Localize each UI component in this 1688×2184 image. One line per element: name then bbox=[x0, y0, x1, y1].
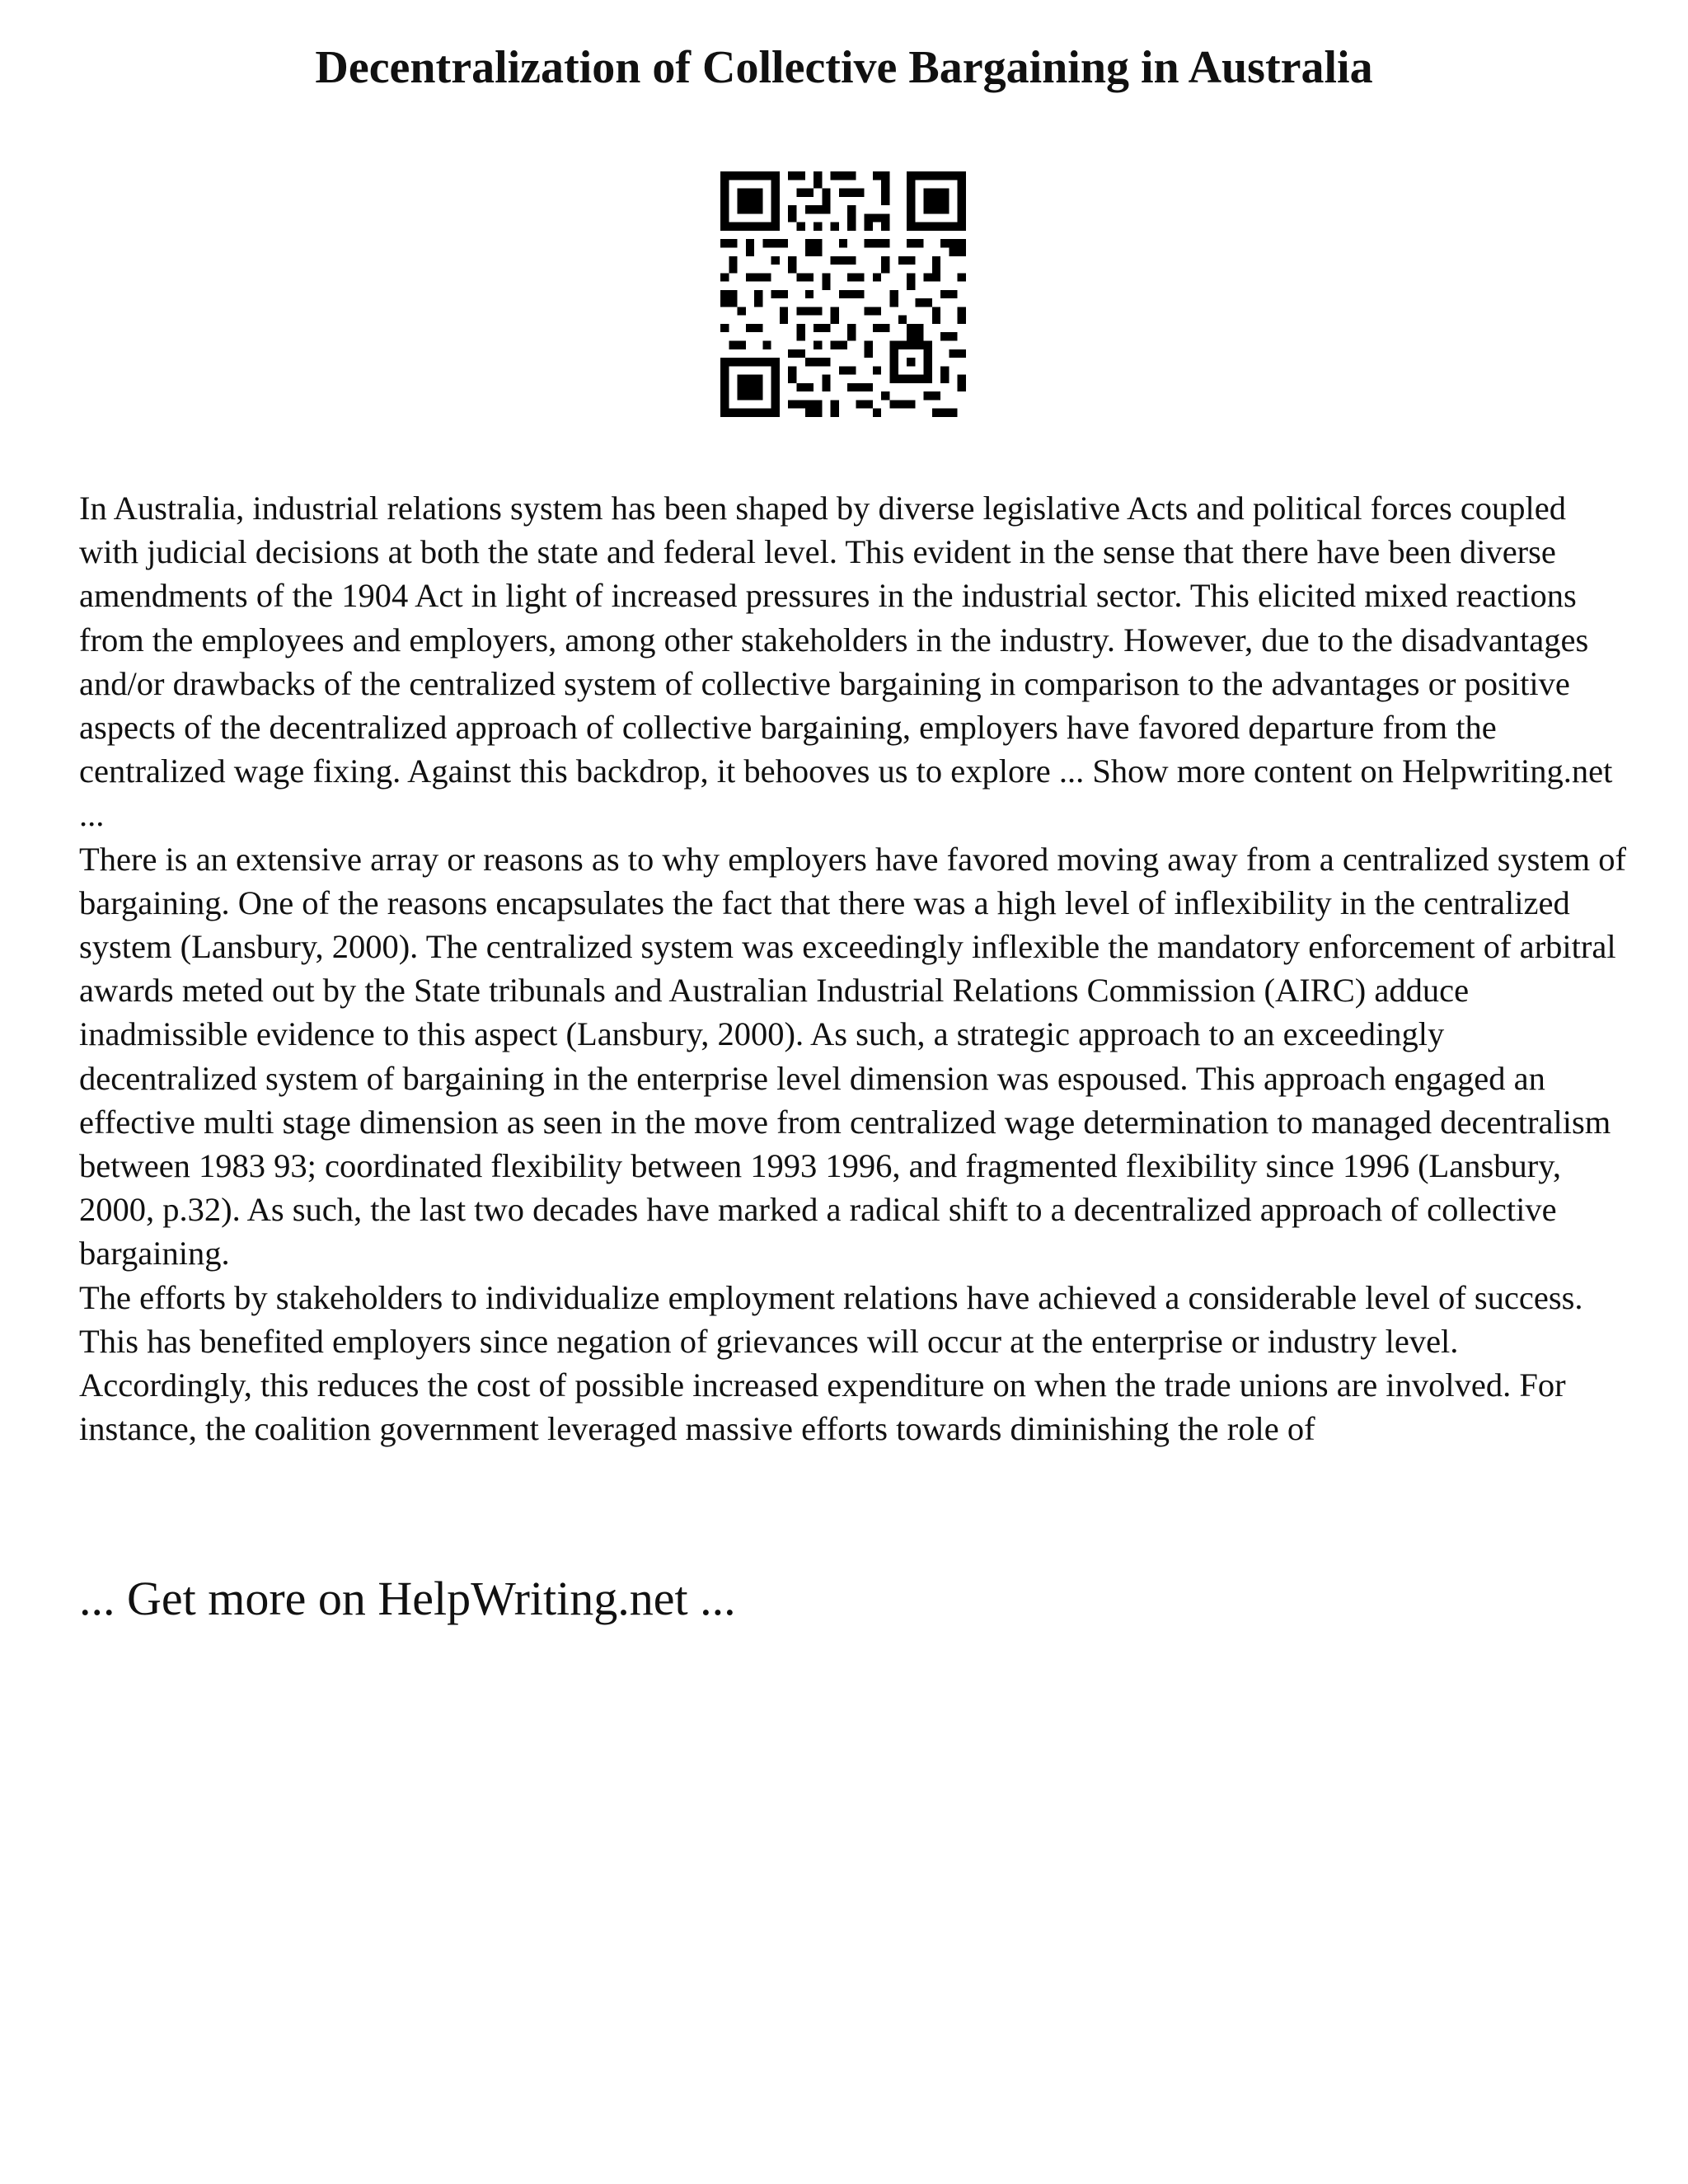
get-more-link[interactable]: ... Get more on HelpWriting.net ... bbox=[79, 1572, 736, 1625]
paragraph-intro: In Australia, industrial relations system has been shaped by diverse legislative Acts and political forces coupled with judicial decisions at both the state and federal level. This evident in the sense that there have been diverse amendments of the 1904 Act in light of increased pressures in the industrial sector. This elicited mixed reactions from the employees and employers, among other stakeholders in the industry. However, due to the disadvantages and/or drawbacks of the centralized system of collective bargaining in comparison to the advantages or positive aspects of the decentralized approach of collective bargaining, employers have favored departure from the centralized wage fixing. Against this backdrop, it behooves us to explore ... Show more content on Helpwriting.net ... bbox=[79, 490, 1613, 834]
paragraph-reasons: There is an extensive array or reasons as to why employers have favored moving away from a centralized system of bargaining. One of the reasons encapsulates the fact that there was a high level of inflexibility in the centralized system (Lansbury, 2000). The centralized system was exceedingly inflexible the mandatory enforcement of arbitral awards meted out by the State tribunals and Australian Industrial Relations Commission (AIRC) adduce inadmissible evidence to this aspect (Lansbury, 2000). As such, a strategic approach to an exceedingly decentralized system of bargaining in the enterprise level dimension was espoused. This approach engaged an effective multi stage dimension as seen in the move from centralized wage determination to managed decentralism between 1983 93; coordinated flexibility between 1993 1996, and fragmented flexibility since 1996 (Lansbury, 2000, p.32). As such, the last two decades have marked a radical shift to a decentralized approach of collective bargaining. bbox=[79, 840, 1626, 1272]
paragraph-individualization: The efforts by stakeholders to individualize employment relations have achieved a considerable level of success. This has benefited employers since negation of grievances will occur at the enterprise or industry level. Accordingly, this reduces the cost of possible increased expenditure on when the trade unions are involved. For instance, the coalition government leveraged massive efforts towards diminishing the role of bbox=[79, 1278, 1583, 1448]
article-body bbox=[79, 486, 1629, 1451]
page-title: Decentralization of Collective Bargaining in Australia bbox=[315, 42, 1373, 93]
qr-code-icon bbox=[720, 171, 966, 417]
